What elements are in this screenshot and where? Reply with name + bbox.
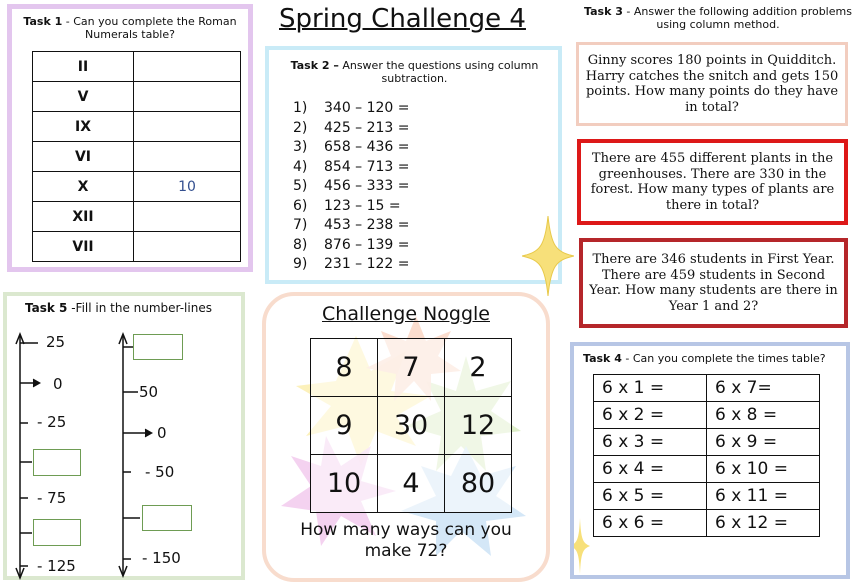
task4-text: - Can you complete the times table? bbox=[621, 352, 826, 365]
numeral-cell: VII bbox=[33, 232, 134, 262]
word-problem-2: There are 455 different plants in the greenhouses. There are 330 in the forest. How many types of plants are there in total? bbox=[577, 139, 848, 225]
answer-box[interactable] bbox=[33, 449, 81, 476]
table-row bbox=[311, 339, 512, 397]
table-row bbox=[594, 375, 820, 402]
task4-heading bbox=[583, 352, 826, 365]
list-item bbox=[293, 158, 410, 178]
list-item bbox=[293, 138, 410, 158]
task5-text: -Fill in the number-lines bbox=[67, 301, 212, 315]
grid-cell: 7 bbox=[378, 339, 445, 397]
question-text: 876 – 139 = bbox=[324, 236, 410, 253]
list-item bbox=[293, 216, 410, 236]
number-line-label: - 125 bbox=[37, 557, 76, 575]
number-line-label: 50 bbox=[139, 383, 159, 401]
question-text: 453 – 238 = bbox=[324, 217, 410, 233]
grid-cell: 12 bbox=[445, 397, 512, 455]
question-number: 8) bbox=[293, 236, 308, 253]
question-number: 2) bbox=[293, 119, 308, 136]
noggle-title: Challenge Noggle bbox=[322, 303, 490, 325]
numeral-cell: II bbox=[33, 52, 134, 82]
task4-label: Task 4 bbox=[583, 352, 622, 365]
question-number: 3) bbox=[293, 139, 308, 155]
question-text: 340 – 120 = bbox=[324, 100, 410, 116]
task1-text: - Can you complete the Roman Numerals table? bbox=[62, 15, 237, 41]
question-text: 854 – 713 = bbox=[324, 158, 410, 175]
question-text: 231 – 122 = bbox=[324, 256, 410, 272]
number-line-label: - 75 bbox=[37, 489, 67, 507]
times-cell[interactable]: 6 x 7= bbox=[707, 375, 820, 402]
times-cell[interactable]: 6 x 10 = bbox=[707, 456, 820, 483]
table-row bbox=[594, 429, 820, 456]
task1-label: Task 1 bbox=[23, 15, 63, 28]
table-row bbox=[594, 483, 820, 510]
times-cell[interactable]: 6 x 9 = bbox=[707, 429, 820, 456]
question-number: 1) bbox=[293, 100, 308, 116]
grid-cell: 4 bbox=[378, 455, 445, 513]
word-problem-1: Ginny scores 180 points in Quidditch. Harry catches the snitch and gets 150 points. How many points do they have in total? bbox=[576, 42, 848, 126]
task3-text: - Answer the following addition problems using column method. bbox=[622, 5, 852, 31]
numeral-cell: VI bbox=[33, 142, 134, 172]
number-line-label: 0 bbox=[53, 375, 63, 393]
task2-text: Answer the questions using column subtraction. bbox=[338, 59, 539, 85]
word-problem-3: There are 346 students in First Year. There are 459 students in Second Year. How many students are there in Year 1 and 2? bbox=[579, 238, 848, 328]
question-number: 9) bbox=[293, 256, 308, 272]
times-cell[interactable]: 6 x 2 = bbox=[594, 402, 707, 429]
task3-label: Task 3 bbox=[584, 5, 623, 18]
list-item bbox=[293, 236, 410, 256]
numeral-cell: XII bbox=[33, 202, 134, 232]
arrow-right-icon bbox=[33, 379, 40, 387]
question-text: 456 – 333 = bbox=[324, 178, 410, 194]
question-number: 7) bbox=[293, 217, 308, 233]
question-number: 6) bbox=[293, 197, 308, 214]
answer-box[interactable] bbox=[142, 505, 192, 531]
numeral-cell: V bbox=[33, 82, 134, 112]
question-number: 4) bbox=[293, 158, 308, 175]
times-cell[interactable]: 6 x 3 = bbox=[594, 429, 707, 456]
grid-cell: 8 bbox=[311, 339, 378, 397]
times-cell[interactable]: 6 x 12 = bbox=[707, 510, 820, 537]
answer-box[interactable] bbox=[33, 519, 81, 546]
answer-box[interactable] bbox=[133, 334, 183, 360]
sparkle-star-icon bbox=[522, 216, 574, 296]
task2-panel bbox=[265, 46, 562, 284]
page-title: Spring Challenge 4 bbox=[279, 4, 526, 34]
question-text: 425 – 213 = bbox=[324, 119, 410, 136]
noggle-question-line-1: How many ways can you bbox=[300, 520, 512, 540]
grid-cell: 80 bbox=[445, 455, 512, 513]
grid-cell: 10 bbox=[311, 455, 378, 513]
number-line-label: 0 bbox=[157, 424, 167, 442]
times-cell[interactable]: 6 x 1 = bbox=[594, 375, 707, 402]
times-table bbox=[593, 374, 820, 537]
arrow-right-icon bbox=[145, 429, 152, 437]
noggle-question-line-2: make 72? bbox=[364, 541, 448, 561]
list-item bbox=[293, 119, 410, 139]
task5-label: Task 5 bbox=[25, 301, 68, 315]
table-row bbox=[594, 510, 820, 537]
number-line-label: - 25 bbox=[37, 413, 67, 431]
subtraction-list bbox=[293, 99, 410, 275]
times-cell[interactable]: 6 x 11 = bbox=[707, 483, 820, 510]
table-row bbox=[594, 402, 820, 429]
numeral-cell: X bbox=[33, 172, 134, 202]
grid-cell: 9 bbox=[311, 397, 378, 455]
grid-cell: 2 bbox=[445, 339, 512, 397]
noggle-question bbox=[262, 520, 550, 562]
numeral-cell: IX bbox=[33, 112, 134, 142]
list-item bbox=[293, 197, 410, 217]
number-line-label: - 150 bbox=[142, 549, 181, 567]
table-row bbox=[594, 456, 820, 483]
number-line-label: 25 bbox=[46, 333, 66, 351]
noggle-grid bbox=[310, 338, 512, 513]
grid-cell: 30 bbox=[378, 397, 445, 455]
question-text: 123 – 15 = bbox=[324, 197, 401, 214]
list-item bbox=[293, 99, 410, 119]
table-row bbox=[311, 397, 512, 455]
question-number: 5) bbox=[293, 178, 308, 194]
times-cell[interactable]: 6 x 5 = bbox=[594, 483, 707, 510]
question-text: 658 – 436 = bbox=[324, 139, 410, 155]
task2-heading bbox=[277, 59, 552, 85]
times-cell[interactable]: 6 x 8 = bbox=[707, 402, 820, 429]
times-cell[interactable]: 6 x 6 = bbox=[594, 510, 707, 537]
task3-heading bbox=[580, 5, 856, 31]
task2-label: Task 2 – bbox=[290, 59, 339, 72]
list-item bbox=[293, 255, 410, 275]
number-line-label: - 50 bbox=[145, 463, 175, 481]
table-row bbox=[311, 455, 512, 513]
answer-cell[interactable]: 10 bbox=[134, 172, 241, 202]
times-cell[interactable]: 6 x 4 = bbox=[594, 456, 707, 483]
list-item bbox=[293, 177, 410, 197]
